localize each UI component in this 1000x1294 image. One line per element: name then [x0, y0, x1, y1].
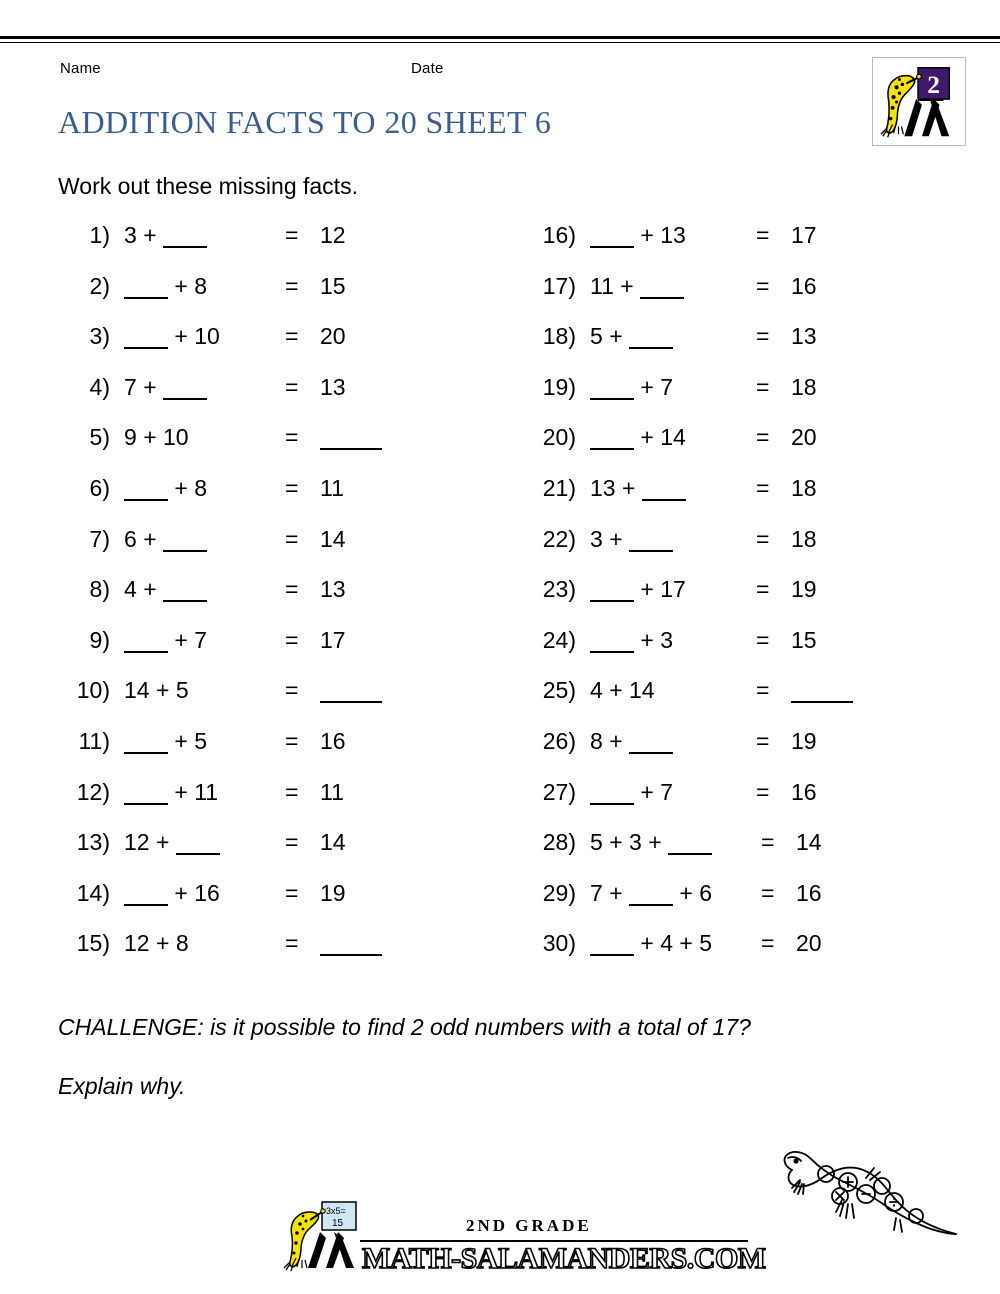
- problem-expression: [124, 576, 207, 603]
- term: 7: [660, 373, 674, 400]
- problem-number: 1): [89, 222, 110, 248]
- problem-expression: [124, 728, 207, 755]
- term: 3: [660, 626, 674, 653]
- top-rule-thick: [0, 36, 1000, 39]
- problem-answer: 11: [320, 778, 344, 805]
- problem-answer: 18: [791, 525, 817, 552]
- date-label: Date: [411, 60, 444, 77]
- term: 3: [590, 525, 603, 552]
- answer-blank[interactable]: [629, 904, 673, 906]
- problem-answer: 20: [320, 323, 346, 350]
- problem-answer: 19: [791, 576, 817, 603]
- term: 14: [629, 677, 655, 704]
- equals-sign: =: [285, 778, 299, 805]
- problem-number: 20): [542, 424, 576, 451]
- term: +: [143, 424, 157, 451]
- problem-expression: [124, 930, 189, 957]
- footer-domain-text: MATH-SALAMANDERS.COM: [362, 1242, 766, 1275]
- answer-blank[interactable]: [590, 803, 634, 805]
- term: +: [174, 272, 188, 299]
- term: 10: [194, 323, 220, 350]
- problem-answer: 16: [791, 272, 817, 299]
- problem-expression: [124, 475, 207, 502]
- problem-number: 12): [76, 778, 110, 805]
- problem-answer: 20: [796, 930, 822, 957]
- problem-answer: 18: [791, 474, 817, 501]
- problem-number: 21): [542, 474, 576, 501]
- problem-number: 13): [76, 829, 110, 856]
- term: +: [609, 525, 623, 552]
- answer-blank[interactable]: [629, 550, 673, 552]
- problem-number: 9): [89, 626, 110, 653]
- problem-number: 22): [542, 525, 576, 552]
- answer-blank[interactable]: [590, 600, 634, 602]
- problem-answer[interactable]: [320, 930, 382, 957]
- problem-expression: [590, 273, 684, 300]
- term: 5: [699, 930, 713, 957]
- answer-blank[interactable]: [590, 246, 634, 248]
- term: 7: [590, 879, 603, 906]
- problem-number: 29): [542, 879, 576, 906]
- term: 7: [124, 373, 137, 400]
- answer-blank[interactable]: [124, 499, 168, 501]
- term: 5: [590, 323, 603, 350]
- problem-number: 5): [89, 424, 110, 451]
- problem-answer: 16: [796, 879, 822, 906]
- equals-sign: =: [756, 474, 770, 501]
- equals-sign: =: [285, 222, 299, 248]
- equals-sign: =: [285, 272, 299, 299]
- header-logo: [872, 57, 966, 146]
- problem-answer: 19: [791, 727, 817, 754]
- answer-blank[interactable]: [124, 651, 168, 653]
- problem-expression: [590, 829, 712, 856]
- footer-branding: [278, 1194, 766, 1275]
- problem-answer: 15: [791, 626, 817, 653]
- problem-expression: [590, 779, 673, 806]
- term: 3: [124, 222, 137, 248]
- problem-answer: 20: [791, 424, 817, 451]
- term: 10: [163, 424, 189, 451]
- term: +: [174, 474, 188, 501]
- equals-sign: =: [756, 424, 770, 451]
- equals-sign: =: [285, 576, 299, 603]
- problem-number: 27): [542, 778, 576, 805]
- term: 14: [124, 677, 150, 704]
- problem-number: 6): [89, 474, 110, 501]
- term: 8: [175, 930, 189, 957]
- problem-answer: 11: [320, 474, 344, 501]
- problem-number: 30): [542, 930, 576, 957]
- challenge-line-1: CHALLENGE: is it possible to find 2 odd numbers with a total of 17?: [58, 1014, 751, 1040]
- term: 6: [699, 879, 713, 906]
- answer-blank[interactable]: [124, 803, 168, 805]
- equals-sign: =: [756, 323, 770, 350]
- problem-number: 10): [76, 677, 110, 704]
- term: +: [174, 727, 188, 754]
- equals-sign: =: [756, 778, 770, 805]
- term: 5: [194, 727, 208, 754]
- term: +: [640, 930, 654, 957]
- term: +: [609, 727, 623, 754]
- problem-number: 26): [542, 727, 576, 754]
- equals-sign: =: [756, 525, 770, 552]
- term: +: [620, 272, 634, 299]
- problem-expression: [124, 880, 220, 907]
- problem-expression: [124, 526, 207, 553]
- problem-expression: [590, 880, 712, 907]
- problem-expression: [590, 526, 673, 553]
- problem-answer: 14: [796, 829, 822, 856]
- term: 8: [194, 474, 208, 501]
- top-rule-thin: [0, 42, 1000, 43]
- problem-answer[interactable]: [320, 424, 382, 451]
- term: +: [174, 879, 188, 906]
- problem-number: 4): [89, 373, 110, 400]
- problem-expression: [124, 829, 220, 856]
- answer-blank[interactable]: [590, 398, 634, 400]
- term: 12: [124, 829, 150, 856]
- problem-expression: [124, 424, 189, 451]
- term: +: [640, 778, 654, 805]
- answer-blank[interactable]: [320, 448, 382, 450]
- answer-blank[interactable]: [590, 954, 634, 956]
- term: +: [621, 474, 636, 501]
- term: +: [640, 424, 654, 451]
- problem-number: 24): [542, 626, 576, 653]
- equals-sign: =: [761, 829, 775, 856]
- term: +: [640, 576, 654, 603]
- equals-sign: =: [285, 626, 299, 653]
- problem-expression: [124, 273, 207, 300]
- problem-number: 16): [542, 222, 576, 248]
- answer-blank[interactable]: [791, 701, 853, 703]
- problem-answer: 16: [320, 727, 346, 754]
- term: +: [143, 222, 157, 248]
- problem-expression: [590, 576, 686, 603]
- board-line-1: 3x5=: [326, 1206, 346, 1216]
- problem-number: 25): [542, 677, 576, 704]
- problem-answer: 15: [320, 272, 346, 299]
- equals-sign: =: [756, 576, 770, 603]
- problem-expression: [590, 323, 673, 350]
- term: 4: [124, 576, 137, 603]
- term: 8: [590, 727, 603, 754]
- answer-blank[interactable]: [320, 701, 382, 703]
- term: 7: [660, 778, 674, 805]
- problem-expression: [590, 475, 686, 502]
- problem-answer: 17: [320, 626, 346, 653]
- equals-sign: =: [285, 525, 299, 552]
- term: 13: [590, 474, 616, 501]
- term: +: [679, 930, 693, 957]
- answer-blank[interactable]: [124, 297, 168, 299]
- problem-answer: 12: [320, 222, 346, 248]
- equals-sign: =: [285, 727, 299, 754]
- answer-blank[interactable]: [320, 954, 382, 956]
- problem-expression: [590, 930, 712, 957]
- term: +: [143, 373, 157, 400]
- problem-answer: 18: [791, 373, 817, 400]
- term: 6: [124, 525, 137, 552]
- answer-blank[interactable]: [124, 752, 168, 754]
- term: 12: [124, 930, 150, 957]
- equals-sign: =: [756, 373, 770, 400]
- equals-sign: =: [756, 222, 770, 248]
- problem-expression: [124, 677, 189, 704]
- term: +: [640, 222, 654, 248]
- salamander-easel-icon: [873, 58, 965, 145]
- term: +: [174, 626, 188, 653]
- answer-blank[interactable]: [590, 448, 634, 450]
- term: 14: [660, 424, 686, 451]
- problem-number: 19): [542, 373, 576, 400]
- footer-grade-text: 2ND GRADE: [466, 1216, 592, 1235]
- problem-answer: 17: [791, 222, 817, 248]
- answer-blank[interactable]: [640, 297, 684, 299]
- equals-sign: =: [756, 272, 770, 299]
- page-title: ADDITION FACTS TO 20 SHEET 6: [58, 104, 552, 140]
- term: +: [609, 829, 623, 856]
- problem-number: 2): [89, 272, 110, 299]
- equals-sign: =: [285, 373, 299, 400]
- answer-blank[interactable]: [176, 853, 220, 855]
- equals-sign: =: [285, 930, 299, 957]
- problem-number: 23): [542, 576, 576, 603]
- term: 11: [590, 272, 614, 299]
- problem-number: 15): [76, 930, 110, 957]
- problem-answer: 13: [791, 323, 817, 350]
- problem-number: 3): [89, 323, 110, 350]
- answer-blank[interactable]: [163, 246, 207, 248]
- problem-expression: [124, 374, 207, 401]
- term: +: [143, 576, 157, 603]
- term: 16: [194, 879, 220, 906]
- problem-expression: [124, 779, 218, 806]
- problem-answer: 16: [791, 778, 817, 805]
- problem-expression: [590, 374, 673, 401]
- instruction-text: Work out these missing facts.: [58, 173, 358, 199]
- problem-expression: [124, 627, 207, 654]
- term: +: [155, 829, 170, 856]
- term: +: [155, 677, 170, 704]
- problem-number: 11): [78, 727, 110, 754]
- answer-blank[interactable]: [590, 651, 634, 653]
- term: 7: [194, 626, 208, 653]
- problem-expression: [124, 222, 207, 249]
- equals-sign: =: [285, 424, 299, 451]
- term: 5: [590, 829, 603, 856]
- term: 3: [629, 829, 642, 856]
- problem-answer: 19: [320, 879, 346, 906]
- problem-answer[interactable]: [791, 677, 853, 704]
- challenge-line-2: Explain why.: [58, 1073, 186, 1099]
- term: +: [648, 829, 662, 856]
- term: +: [679, 879, 693, 906]
- answer-blank[interactable]: [163, 600, 207, 602]
- answer-blank[interactable]: [163, 550, 207, 552]
- problem-expression: [124, 323, 220, 350]
- equals-sign: =: [285, 829, 299, 856]
- problem-number: 14): [76, 879, 110, 906]
- logo-grade-number: 2: [927, 71, 941, 100]
- term: +: [143, 525, 157, 552]
- term: 9: [124, 424, 137, 451]
- problem-number: 17): [542, 272, 576, 299]
- equals-sign: =: [756, 677, 770, 704]
- term: +: [640, 626, 654, 653]
- term: +: [174, 323, 188, 350]
- term: +: [155, 930, 170, 957]
- problem-number: 28): [542, 829, 576, 856]
- term: +: [640, 373, 654, 400]
- problem-answer: 14: [320, 525, 346, 552]
- equals-sign: =: [285, 474, 299, 501]
- term: +: [174, 778, 188, 805]
- problem-answer: 13: [320, 576, 346, 603]
- term: 4: [590, 677, 603, 704]
- problem-number: 18): [542, 323, 576, 350]
- equals-sign: =: [761, 879, 775, 906]
- name-label: Name: [60, 60, 101, 77]
- equals-sign: =: [761, 930, 775, 957]
- problem-expression: [590, 728, 673, 755]
- problem-answer: 14: [320, 829, 346, 856]
- answer-blank[interactable]: [629, 752, 673, 754]
- problem-number: 8): [89, 576, 110, 603]
- equals-sign: =: [756, 626, 770, 653]
- term: 17: [660, 576, 686, 603]
- term: 4: [660, 930, 674, 957]
- answer-blank[interactable]: [668, 853, 712, 855]
- problem-answer: 13: [320, 373, 346, 400]
- problem-expression: [590, 424, 686, 451]
- answer-blank[interactable]: [124, 347, 168, 349]
- salamander-whiteboard-icon: [278, 1198, 370, 1272]
- term: +: [609, 677, 623, 704]
- answer-blank[interactable]: [124, 904, 168, 906]
- problem-expression: [590, 677, 655, 704]
- answer-blank[interactable]: [642, 499, 686, 501]
- term: +: [609, 323, 623, 350]
- board-line-2: 15: [332, 1218, 344, 1229]
- answer-blank[interactable]: [163, 398, 207, 400]
- problem-answer[interactable]: [320, 677, 382, 704]
- term: +: [609, 879, 623, 906]
- equals-sign: =: [756, 727, 770, 754]
- equals-sign: =: [285, 879, 299, 906]
- answer-blank[interactable]: [629, 347, 673, 349]
- term: 13: [660, 222, 686, 248]
- salamander-outline-icon: [770, 1134, 960, 1246]
- problem-expression: [590, 222, 686, 249]
- term: 8: [194, 272, 208, 299]
- equals-sign: =: [285, 677, 299, 704]
- equals-sign: =: [285, 323, 299, 350]
- term: 5: [175, 677, 189, 704]
- term: 11: [194, 778, 219, 805]
- problem-number: 7): [89, 525, 110, 552]
- problem-expression: [590, 627, 673, 654]
